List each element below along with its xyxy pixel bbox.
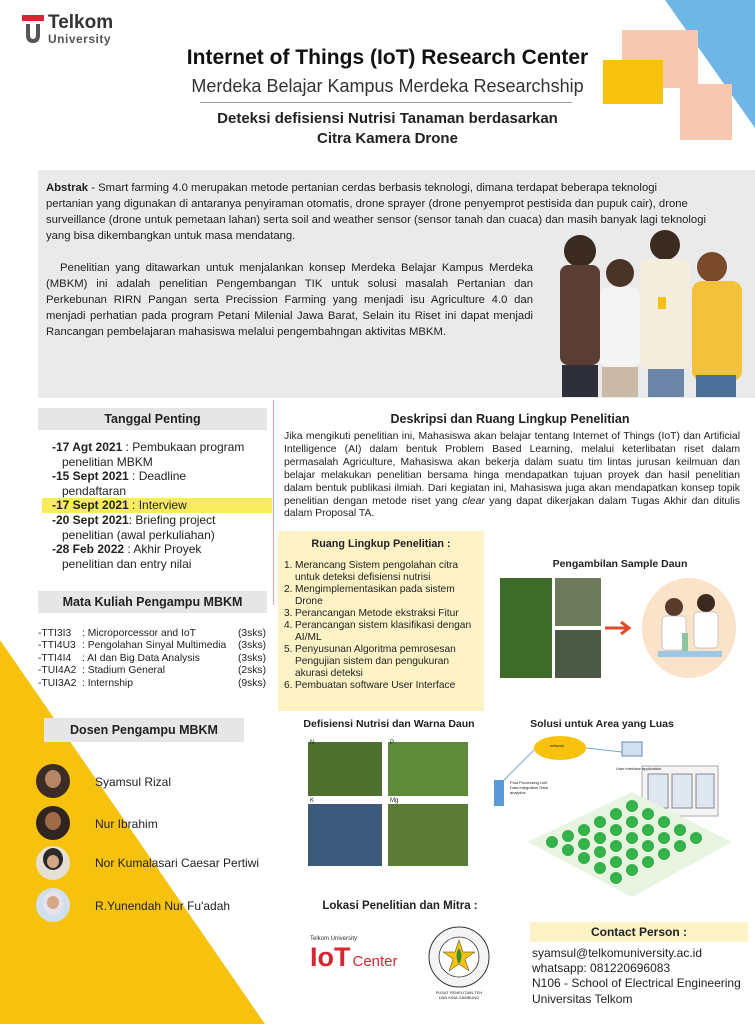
research-topic [0, 109, 755, 149]
iot-logo-top: Telkom University [310, 936, 358, 942]
leaf-p-photo [388, 742, 468, 796]
page-subtitle: Merdeka Belajar Kampus Merdeka Researchship [191, 76, 584, 96]
description-heading: Deskripsi dan Ruang Lingkup Penelitian [390, 412, 630, 426]
deficiency-leaf-grid [308, 742, 468, 868]
logo-sub: University [48, 32, 112, 46]
location-caption: Lokasi Penelitian dan Mitra : [322, 900, 478, 912]
leaf-label: N [310, 740, 315, 746]
course-row: -TUI3A2 : Internship (9sks) [38, 677, 266, 689]
sample-caption: Pengambilan Sample Daun [552, 558, 688, 570]
scope-item: 4. Perancangan sistem klasifikasi dengan AI/ML [284, 620, 472, 643]
sample-photo [555, 578, 601, 626]
solution-caption: Solusi untuk Area yang Luas [530, 718, 674, 730]
leaf-n-photo [308, 742, 382, 796]
avatar [36, 846, 70, 880]
contact-heading: Contact Person : [530, 922, 748, 942]
deficiency-caption: Defisiensi Nutrisi dan Warna Daun [303, 718, 475, 730]
gambung-seal-text: PUSAT PENELITIAN TEH DAN KINA GAMBUNG [435, 990, 483, 1000]
iot-center-logo [310, 936, 414, 973]
scope-item: 5. Penyusunan Algoritma pemrosesan Pengujian sistem dan pengukuran akurasi deteksi [284, 644, 456, 679]
leaf-mg-photo [388, 804, 468, 866]
telkom-logo [22, 14, 113, 46]
courses-heading: Mata Kuliah Pengampu MBKM [38, 591, 267, 613]
contact-details [532, 946, 752, 1007]
diagram-ui-label: User interface application [616, 766, 662, 771]
topic-line-1: Deteksi defisiensi Nutrisi Tanaman berdasarkan [217, 110, 558, 127]
diagram-processing-label: Post Processing Unit Data integration Data analytics [510, 780, 548, 795]
scope-item: 2. Mengimplementasikan pada sistem Drone [284, 584, 455, 607]
leaf-k-photo [308, 804, 382, 866]
avatar [36, 806, 70, 840]
date-item-cont: penelitian MBKM [62, 454, 153, 469]
iot-logo-center: Center [352, 953, 398, 970]
leaf-label: P [390, 740, 395, 746]
avatar [36, 764, 70, 798]
course-row: -TUI4A2 : Stadium General (2sks) [38, 665, 266, 677]
lecturer-name: Syamsul Rizal [95, 775, 172, 789]
important-dates-list [52, 440, 272, 571]
logo-name: Telkom [48, 12, 114, 33]
leaf-label: K [310, 798, 315, 804]
course-row: -TTI4U3 : Pengolahan Sinyal Multimedia (3sks) [38, 640, 266, 652]
telkom-logo-icon [22, 15, 44, 45]
leaf-label: Mg [390, 798, 399, 804]
scope-list [284, 560, 480, 692]
iot-logo-main: IoT [310, 942, 351, 972]
lecturer-row [36, 806, 70, 840]
abstract-text: - Smart farming 4.0 merupakan metode pertanian cerdas berbasis teknologi, dimana terdapat beberapa teknologi pertanian yang digunakan di antaranya penyiraman otomatis, drone sprayer (drone penyemprot pestisida dan pupuk cair), drone surveillance (drone untuk pemetaan lahan) serta soil and weather sensor (sensor tanah dan cuaca) dan masih banyak lagi teknologi yang bisa dikembangkan untuk masa mendatang. [46, 182, 707, 242]
description-body: Jika mengikuti penelitian ini, Mahasiswa akan belajar tentang Internet of Things (IoT) dan Artificial Intelligence (AI) dalam bentuk Problem Based Learning, melalui keterlibatan riset dalam permasalah Agriculture, Mahasiswa akan bekerja dalam suatu tim lintas jurusan keilmuan dan belajar melakukan penelitian bersama hinga mendapatkan tujuan proyek dan hasil penelitian dalam bentuk publikasi ilmiah. Dari kegiatan ini, Mahasiswa juga akan mendapatkan konsep topik penelitian dengan metode riset yang clear yang dapat dikerjakan dalam Tugas Akhir dan ditulis dalam Proposal TA. [284, 431, 740, 520]
scope-item: 3. Perancangan Metode ekstraksi Fitur [284, 608, 459, 619]
date-item-cont: pendaftaran [62, 483, 127, 498]
course-row: -TTI3I3 : Microporcessor and IoT (3sks) [38, 628, 266, 639]
leaf-photo [500, 578, 552, 678]
lecturer-name: Nor Kumalasari Caesar Pertiwi [95, 856, 260, 870]
lecturer-name: R.Yunendah Nur Fu'adah [95, 899, 231, 913]
gambung-seal-logo [428, 926, 490, 988]
abstract-paragraph-2: Penelitian yang ditawarkan untuk menjalankan konsep Merdeka Belajar Kampus Merdeka (MBKM) ini adalah penelitian Pengembangan TIK untuk solusi masalah Pertanian dan Perkebunan RIRN Pangan serta Precission Farming yang menjadi isu Agriculture 4.0 dan menjadi perhatian pada program Petani Milenial Jawa Barat, Selain itu Riset ini dapat menjadi Rancangan pembelajaran mahasiswa melalui pengembahngan aktivitas MBKM. [46, 262, 533, 338]
lab-scientists-illustration [648, 585, 732, 673]
date-item: -20 Sept 2021: Briefing project [52, 512, 216, 527]
scope-heading: Ruang Lingkup Penelitian : [311, 538, 451, 550]
contact-email[interactable]: syamsul@telkomuniversity.ac.id [532, 946, 703, 960]
date-item-cont: penelitian dan entry nilai [62, 556, 192, 571]
abstract-label: Abstrak [46, 182, 89, 194]
date-item-highlighted: -17 Sept 2021 : Interview [42, 498, 272, 513]
avatar [36, 888, 70, 922]
contact-room: N106 - School of Electrical Engineering [532, 976, 741, 991]
students-illustration [540, 225, 752, 397]
lecturer-name: Nur Ibrahim [95, 817, 158, 831]
drone-network-diagram [492, 732, 748, 902]
contact-university: Universitas Telkom [532, 991, 633, 1006]
date-item: -28 Feb 2022 : Akhir Proyek [52, 542, 202, 557]
date-item: -17 Agt 2021 : Pembukaan program [52, 440, 245, 454]
sample-photo-2 [555, 630, 601, 678]
page-title: Internet of Things (IoT) Research Center [186, 46, 589, 69]
arrow-right-icon [605, 620, 635, 636]
lecturers-heading: Dosen Pengampu MBKM [44, 718, 244, 742]
topic-line-2: Citra Kamera Drone [317, 130, 458, 147]
lecturer-row [36, 764, 70, 798]
courses-list [38, 628, 266, 690]
scope-item: 1. Merancang Sistem pengolahan citra untuk deteksi defisiensi nutrisi [284, 560, 459, 583]
date-item: -15 Sept 2021 : Deadline [52, 469, 187, 484]
date-item-cont: penelitian (awal perkuliahan) [62, 527, 215, 542]
lecturer-row [36, 846, 70, 880]
contact-whatsapp: whatsapp: 081220696083 [532, 961, 671, 976]
course-row: -TTI4I4 : AI dan Big Data Analysis (3sks) [38, 652, 266, 664]
important-dates-heading: Tanggal Penting [38, 408, 267, 430]
title-divider [200, 102, 572, 103]
column-divider [273, 400, 274, 605]
lecturer-row [36, 888, 70, 922]
diagram-network-label: network [550, 743, 565, 748]
scope-item: 6. Pembuatan software User Interface [284, 680, 456, 691]
